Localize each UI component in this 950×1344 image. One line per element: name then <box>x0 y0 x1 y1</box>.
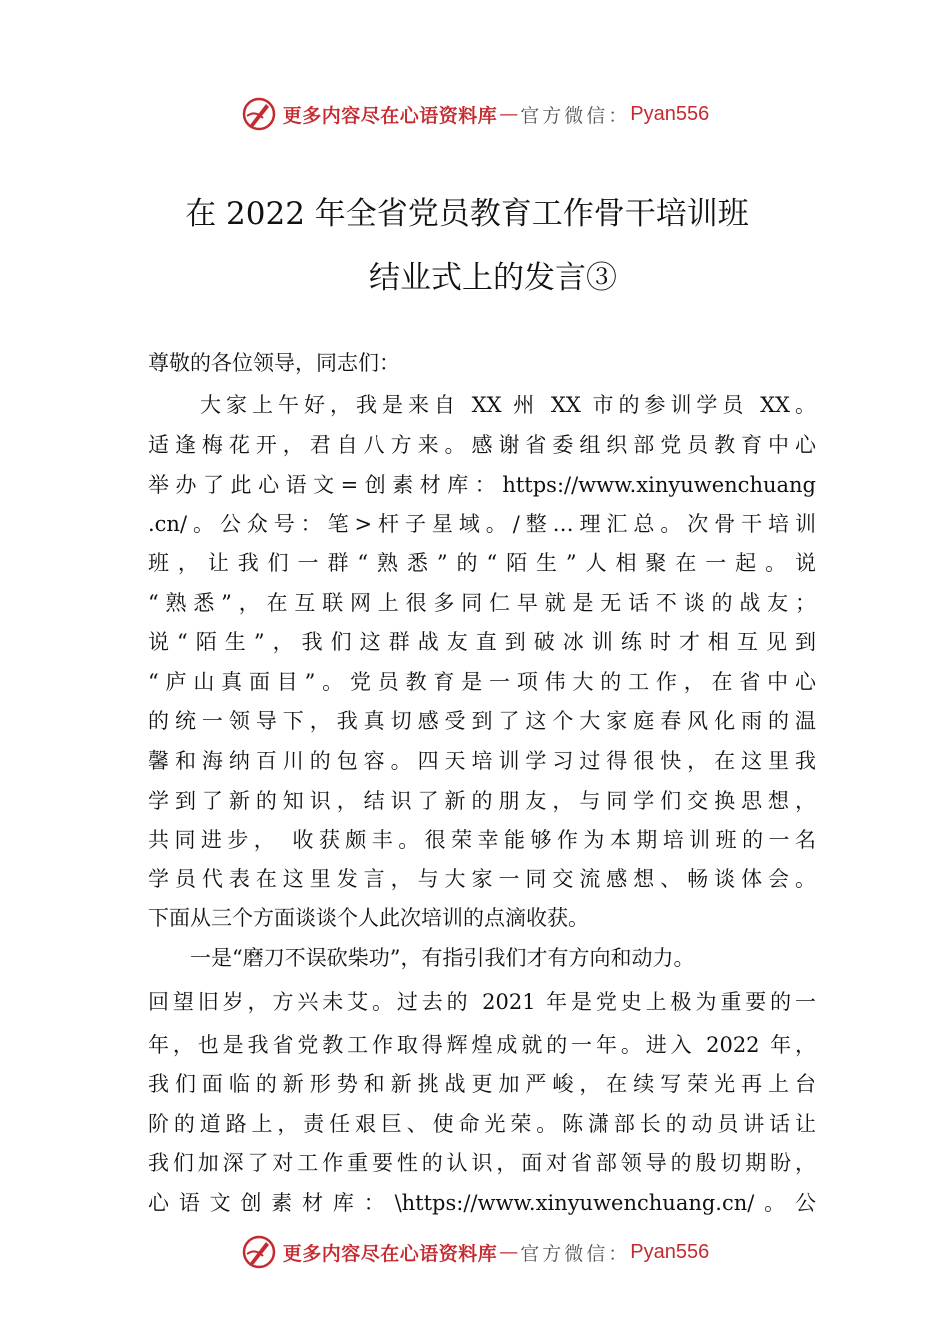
body-line: 的统一领导下，我真切感受到了这个大家庭春风化雨的温 <box>148 709 816 733</box>
body-line: .cn/。公众号：笔>杆子星域。/整…理汇总。次骨干培训 <box>148 512 816 536</box>
body-line: 大家上午好，我是来自 XX 州 XX 市的参训学员 XX。 <box>148 393 816 417</box>
body-line: “庐山真面目”。党员教育是一项伟大的工作，在省中心 <box>148 670 816 694</box>
body-line: 下面从三个方面谈谈个人此次培训的点滴收获。 <box>148 906 589 930</box>
body-line: 学到了新的知识，结识了新的朋友，与同学们交换思想， <box>148 789 816 813</box>
footer-banner <box>0 1230 950 1274</box>
banner-wechat-label: 官方微信： <box>520 1242 631 1265</box>
document-title-line-2: 结业式上的发言③ <box>369 260 617 296</box>
banner-wechat-id: Pyan556 <box>630 102 710 125</box>
body-line: “熟悉”，在互联网上很多同仁早就是无话不谈的战友； <box>148 591 816 615</box>
salutation: 尊敬的各位领导，同志们： <box>148 351 400 375</box>
body-line: 适逢梅花开，君自八方来。感谢省委组织部党员教育中心 <box>148 433 816 457</box>
banner-separator: — <box>499 1241 519 1263</box>
banner-separator: — <box>499 103 519 125</box>
banner-wechat-id: Pyan556 <box>630 1240 710 1263</box>
body-line: 说“陌生”，我们这群战友直到破冰训练时才相互见到 <box>148 630 816 654</box>
body-line: 年，也是我省党教工作取得辉煌成就的一年。进入 2022 年， <box>148 1033 816 1057</box>
section-heading-1: 一是“磨刀不误砍柴功”，有指引我们才有方向和动力。 <box>148 946 695 970</box>
quill-pen-logo-icon <box>241 96 277 132</box>
quill-pen-logo-icon <box>241 1234 277 1270</box>
body-line: 学员代表在这里发言，与大家一同交流感想、畅谈体会。 <box>148 867 816 891</box>
body-line: 我们面临的新形势和新挑战更加严峻，在续写荣光再上台 <box>148 1072 816 1096</box>
body-line: 心语文创素材库：\https://www.xinyuwenchuang.cn/。公 <box>148 1191 816 1215</box>
banner-wechat-label: 官方微信： <box>520 104 631 127</box>
header-banner <box>0 92 950 136</box>
body-line: 阶的道路上，责任艰巨、使命光荣。陈潇部长的动员讲话让 <box>148 1112 816 1136</box>
body-line: 馨和海纳百川的包容。四天培训学习过得很快，在这里我 <box>148 749 816 773</box>
banner-title: 更多内容尽在心语资料库 <box>282 104 498 127</box>
document-title-line-1: 在 2022 年全省党员教育工作骨干培训班 <box>185 196 749 232</box>
body-line: 我们加深了对工作重要性的认识，面对省部领导的殷切期盼， <box>148 1151 816 1175</box>
banner-title: 更多内容尽在心语资料库 <box>282 1242 498 1265</box>
body-line: 班，让我们一群“熟悉”的“陌生”人相聚在一起。说 <box>148 551 816 575</box>
body-line: 举办了此心语文=创素材库：https://www.xinyuwenchuang <box>148 473 816 497</box>
body-line: 共同进步， 收获颇丰。很荣幸能够作为本期培训班的一名 <box>148 828 816 852</box>
body-line: 回望旧岁，方兴未艾。过去的 2021 年是党史上极为重要的一 <box>148 990 816 1014</box>
